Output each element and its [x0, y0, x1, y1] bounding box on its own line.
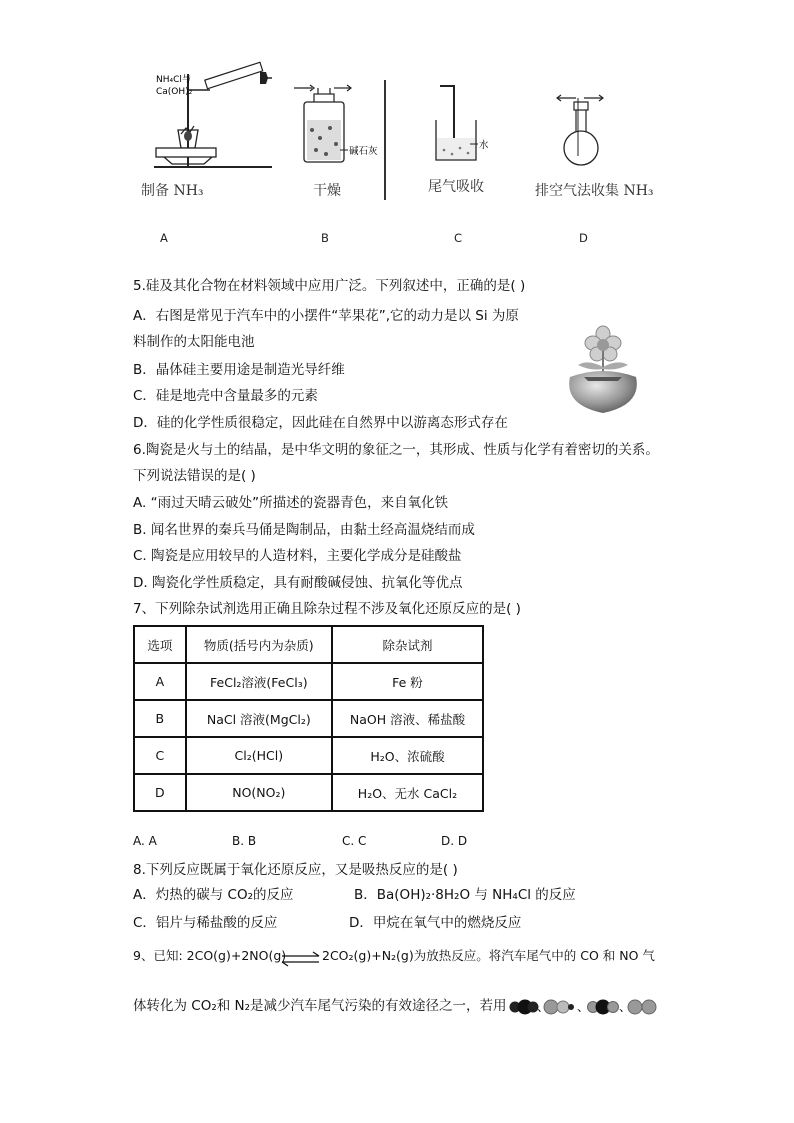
- soda-lime-label: 碱石灰: [349, 146, 378, 157]
- q5-option-d: D．硅的化学性质很稳定，因此硅在自然界中以游离态形式存在: [133, 415, 508, 431]
- tail-gas-absorption-apparatus: [428, 80, 508, 165]
- q6-option-a: A. “雨过天晴云破处”所描述的瓷器青色，来自氧化铁: [133, 495, 449, 511]
- caption-c: 尾气吸收: [428, 179, 484, 195]
- table-cell: NaOH 溶液、稀盐酸: [332, 700, 483, 737]
- q9-line1-left: 9、已知: 2CO(g)+2NO(g): [133, 948, 287, 963]
- table-header-cell: 物质(括号内为杂质): [186, 626, 332, 663]
- table-cell: H₂O、无水 CaCl₂: [332, 774, 483, 811]
- option-letter-c: C: [454, 231, 463, 245]
- q7-option-d: D. D: [441, 834, 468, 848]
- table-cell: FeCl₂溶液(FeCl₃): [186, 663, 332, 700]
- co2-molecule-icon: [588, 1000, 619, 1015]
- q7-option-a: A. A: [133, 834, 157, 848]
- q5-stem: 5.硅及其化合物在材料领域中应用广泛。下列叙述中，正确的是( ): [133, 278, 526, 294]
- molecule-models: [509, 996, 659, 1018]
- q7-option-b: B. B: [232, 834, 257, 848]
- table-cell: NO(NO₂): [186, 774, 332, 811]
- q5-option-b: B．晶体硅主要用途是制造光导纤维: [133, 362, 345, 378]
- drying-bottle-apparatus: [290, 80, 385, 170]
- q6-option-c: C. 陶瓷是应用较早的人造材料，主要化学成分是硅酸盐: [133, 548, 462, 564]
- q8-option-b: B．Ba(OH)₂·8H₂O 与 NH₄Cl 的反应: [354, 887, 576, 903]
- q6-option-b: B. 闻名世界的秦兵马俑是陶制品，由黏土经高温烧结而成: [133, 522, 475, 538]
- q8-stem: 8.下列反应既属于氧化还原反应，又是吸热反应的是( ): [133, 862, 458, 878]
- table-cell: C: [134, 737, 186, 774]
- q5-option-a-line2: 料制作的太阳能电池: [133, 334, 255, 350]
- table-header-row: [134, 626, 483, 663]
- caption-a: 制备 NH₃: [141, 183, 204, 199]
- ammonia-preparation-apparatus: [150, 70, 275, 170]
- reversible-arrow-icon: [281, 952, 321, 966]
- figure-divider: [384, 80, 386, 200]
- option-letter-a: A: [160, 231, 168, 245]
- q7-option-c: C. C: [342, 834, 367, 848]
- q6-option-d: D. 陶瓷化学性质稳定，具有耐酸碱侵蚀、抗氧化等优点: [133, 575, 463, 591]
- n2-molecule-icon: [628, 1000, 656, 1014]
- table-cell: Fe 粉: [332, 663, 483, 700]
- q6-stem-line1: 6.陶瓷是火与土的结晶，是中华文明的象征之一，其形成、性质与化学有着密切的关系。: [133, 442, 659, 458]
- table-header-cell: 选项: [134, 626, 186, 663]
- apple-flower-image: [560, 325, 646, 415]
- q5-option-c: C．硅是地壳中含量最多的元素: [133, 388, 318, 404]
- q8-option-d: D．甲烷在氧气中的燃烧反应: [349, 915, 522, 931]
- collection-flask-apparatus: [552, 90, 612, 170]
- co-molecule-icon: [510, 1000, 539, 1015]
- reagent-label-line2: Ca(OH)₂: [156, 87, 193, 97]
- table-row: [134, 700, 483, 737]
- table-header-cell: 除杂试剂: [332, 626, 483, 663]
- table-row: [134, 774, 483, 811]
- table-cell: NaCl 溶液(MgCl₂): [186, 700, 332, 737]
- q8-option-a: A．灼热的碳与 CO₂的反应: [133, 887, 294, 903]
- table-cell: H₂O、浓硫酸: [332, 737, 483, 774]
- q8-option-c: C．铝片与稀盐酸的反应: [133, 915, 278, 931]
- caption-d: 排空气法收集 NH₃: [535, 183, 654, 199]
- table-row: [134, 737, 483, 774]
- table-row: [134, 663, 483, 700]
- option-letter-b: B: [321, 231, 329, 245]
- table-cell: Cl₂(HCl): [186, 737, 332, 774]
- table-cell: A: [134, 663, 186, 700]
- molecule-separator: 、: [537, 1000, 550, 1014]
- q6-stem-line2: 下列说法错误的是( ): [133, 468, 256, 484]
- q9-line2: 体转化为 CO₂和 N₂是减少汽车尾气污染的有效途径之一，若用: [133, 998, 507, 1014]
- q7-stem: 7、下列除杂试剂选用正确且除杂过程不涉及氧化还原反应的是( ): [133, 601, 521, 617]
- table-cell: B: [134, 700, 186, 737]
- water-label: 水: [479, 140, 489, 151]
- molecule-separator: 、: [577, 1000, 590, 1014]
- molecule-separator: 、: [619, 1000, 632, 1014]
- q7-table: [133, 625, 484, 812]
- table-cell: D: [134, 774, 186, 811]
- caption-b: 干燥: [313, 183, 341, 199]
- q9-line1-right: 2CO₂(g)+N₂(g)为放热反应。将汽车尾气中的 CO 和 NO 气: [322, 948, 655, 963]
- option-letter-d: D: [579, 231, 588, 245]
- q5-option-a-line1: A．右图是常见于汽车中的小摆件“苹果花”,它的动力是以 Si 为原: [133, 308, 519, 324]
- reagent-label-line1: NH₄Cl与: [156, 75, 191, 85]
